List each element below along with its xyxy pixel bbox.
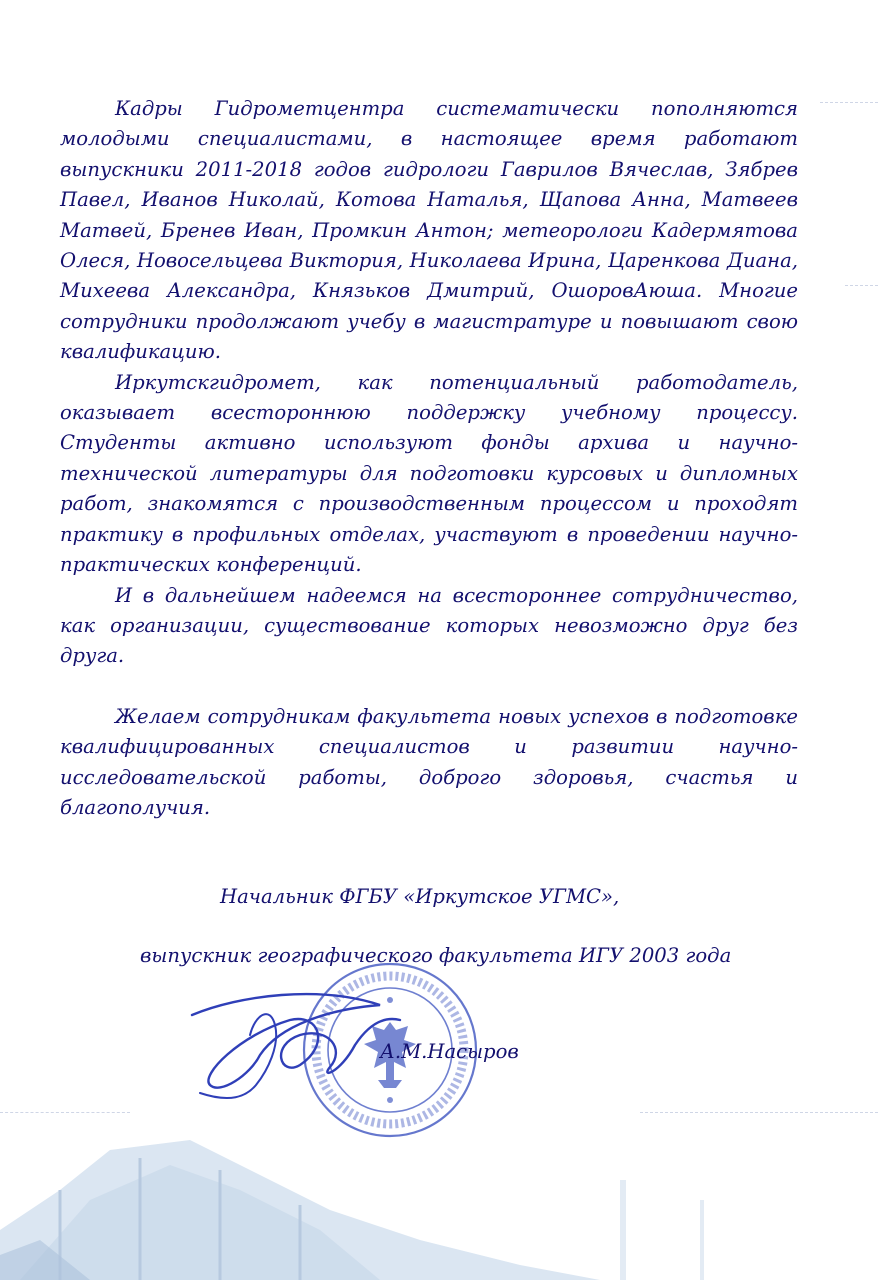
handwritten-signature (180, 975, 410, 1115)
scan-artifact-line (845, 285, 878, 286)
paragraph-staff: Кадры Гидрометцентра систематически пополняются молодыми специалистами, в настоящее время работают выпускники 2011-2018 годов гидрологи Гаврилов Вячеслав, Зябрев Павел, Иванов Николай, Котова Наталья, Щапова Анна, Матвеев Матвей, Бренев Иван, Промкин Антон; метеорологи Кадермятова Олеся, Новосельцева Виктория, Николаева Ирина, Царенкова Диана, Михеева Александра, Князьков Дмитрий, ОшоровАюша. Многие сотрудники продолжают учебу в магистратуре и повышают свою квалификацию. (60, 97, 798, 364)
paragraph-cooperation: И в дальнейшем надеемся на всестороннее сотрудничество, как организации, существование которых невозможно друг без друга. (60, 583, 798, 668)
signatory-subtitle: выпускник географического факультета ИГУ 2003 года (140, 944, 732, 967)
scan-artifact-line (640, 1112, 878, 1113)
scan-artifact-line (820, 102, 878, 103)
signatory-title: Начальник ФГБУ «Иркутское УГМС», (220, 885, 620, 908)
paragraph-wishes: Желаем сотрудникам факультета новых успехов в подготовке квалифицированных специалистов и развитии научно-исследовательской работы, доброго здоровья, счастья и благополучия. (60, 704, 798, 819)
paragraph-support: Иркутскгидромет, как потенциальный работодатель, оказывает всестороннюю поддержку учебному процессу. Студенты активно используют фонды архива и научно-технической литературы для подготовки курсовых и дипломных работ, знакомятся с производственным процессом и проходят практику в профильных отделах, участвуют в проведении научно-практических конференций. (60, 370, 798, 577)
signatory-name: А.М.Насыров (380, 1040, 519, 1063)
letter-body (60, 94, 798, 823)
scan-artifact-line (0, 1112, 130, 1113)
